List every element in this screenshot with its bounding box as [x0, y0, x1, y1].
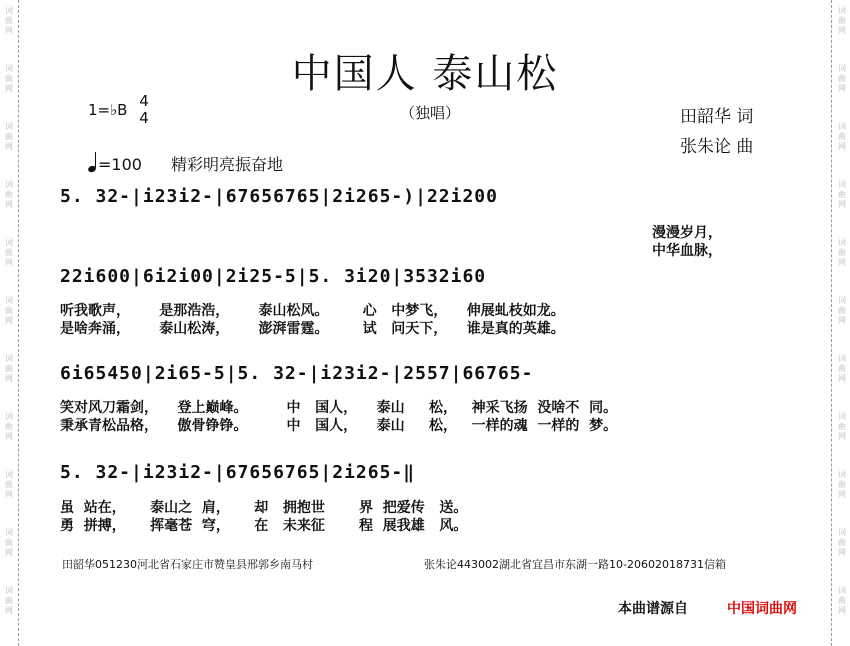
lyrics-line-4a: 虽 站在， 泰山之 肩， 却 拥抱世 界 把爱传 送。	[60, 500, 468, 516]
lyrics-line-3b: 秉承青松品格， 傲骨铮铮。 中 国人， 泰山 松， 一样的魂 一样的 梦。	[60, 418, 618, 434]
lyricist-address: 田韶华051230河北省石家庄市赞皇县邢郭乡南马村	[62, 558, 313, 571]
watermark-text: 词 曲 网	[838, 6, 846, 35]
watermark-text: 词 曲 网	[838, 470, 846, 499]
watermark-text: 词 曲 网	[838, 586, 846, 615]
key-signature: 1=♭B	[88, 101, 128, 119]
song-subtitle: （独唱）	[400, 104, 461, 122]
notation-line-1: 5. 32-|i23i2-|67656765|2i265-)|22i200	[60, 186, 498, 207]
watermark-text: 词 曲 网	[5, 122, 13, 151]
lyrics-line-3a: 笑对风刀霜剑， 登上巅峰。 中 国人， 泰山 松， 神采飞扬 没啥不 同。	[60, 400, 618, 416]
lyricist-credit: 田韶华 词	[680, 107, 754, 127]
watermark-text: 词 曲 网	[5, 354, 13, 383]
composer-credit: 张朱论 曲	[680, 137, 754, 157]
expression-mark: 精彩明亮振奋地	[171, 155, 284, 174]
watermark-text: 词 曲 网	[838, 64, 846, 93]
song-title: 中国人 泰山松	[291, 51, 559, 97]
watermark-text: 词 曲 网	[838, 528, 846, 557]
watermark-text: 词 曲 网	[5, 586, 13, 615]
source-link[interactable]: 中国词曲网	[727, 601, 797, 617]
tempo-value: =100	[98, 155, 142, 174]
watermark-text: 词 曲 网	[5, 238, 13, 267]
watermark-text: 词 曲 网	[5, 296, 13, 325]
notation-line-4: 5. 32-|i23i2-|67656765|2i265-‖	[60, 462, 416, 483]
notation-line-2: 22i600|6i2i00|2i25-5|5. 3i20|3532i60	[60, 266, 487, 287]
watermark-text: 词 曲 网	[5, 64, 13, 93]
lyrics-line-1b: 中华血脉，	[652, 243, 722, 259]
watermark-text: 词 曲 网	[5, 470, 13, 499]
watermark-text: 词 曲 网	[5, 180, 13, 209]
time-signature-top: 4	[139, 92, 149, 110]
source-label: 本曲谱源自	[618, 601, 688, 617]
lyrics-line-2b: 是啥奔涌， 泰山松涛， 澎湃雷霆。 试 问天下， 谁是真的英雄。	[60, 321, 565, 337]
composer-address: 张朱论443002湖北省宜昌市东湖一路10-20602018731信箱	[424, 558, 726, 571]
watermark-text: 词 曲 网	[838, 412, 846, 441]
lyrics-line-4b: 勇 拼搏， 挥毫苍 穹， 在 未来征 程 展我雄 风。	[60, 518, 468, 534]
watermark-text: 词 曲 网	[5, 6, 13, 35]
lyrics-line-1a: 漫漫岁月，	[652, 225, 722, 241]
lyrics-line-2a: 听我歌声， 是那浩浩， 泰山松风。 心 中梦飞， 伸展虬枝如龙。	[60, 303, 565, 319]
time-signature-bottom: 4	[139, 109, 149, 127]
notation-line-3: 6i65450|2i65-5|5. 32-|i23i2-|2557|66765-	[60, 363, 534, 384]
watermark-text: 词 曲 网	[838, 122, 846, 151]
watermark-text: 词 曲 网	[838, 296, 846, 325]
note-stem	[95, 152, 96, 168]
watermark-text: 词 曲 网	[5, 412, 13, 441]
watermark-text: 词 曲 网	[5, 528, 13, 557]
watermark-text: 词 曲 网	[838, 354, 846, 383]
watermark-text: 词 曲 网	[838, 238, 846, 267]
tempo-marking	[88, 152, 283, 175]
watermark-text: 词 曲 网	[838, 180, 846, 209]
time-signature	[137, 93, 151, 127]
